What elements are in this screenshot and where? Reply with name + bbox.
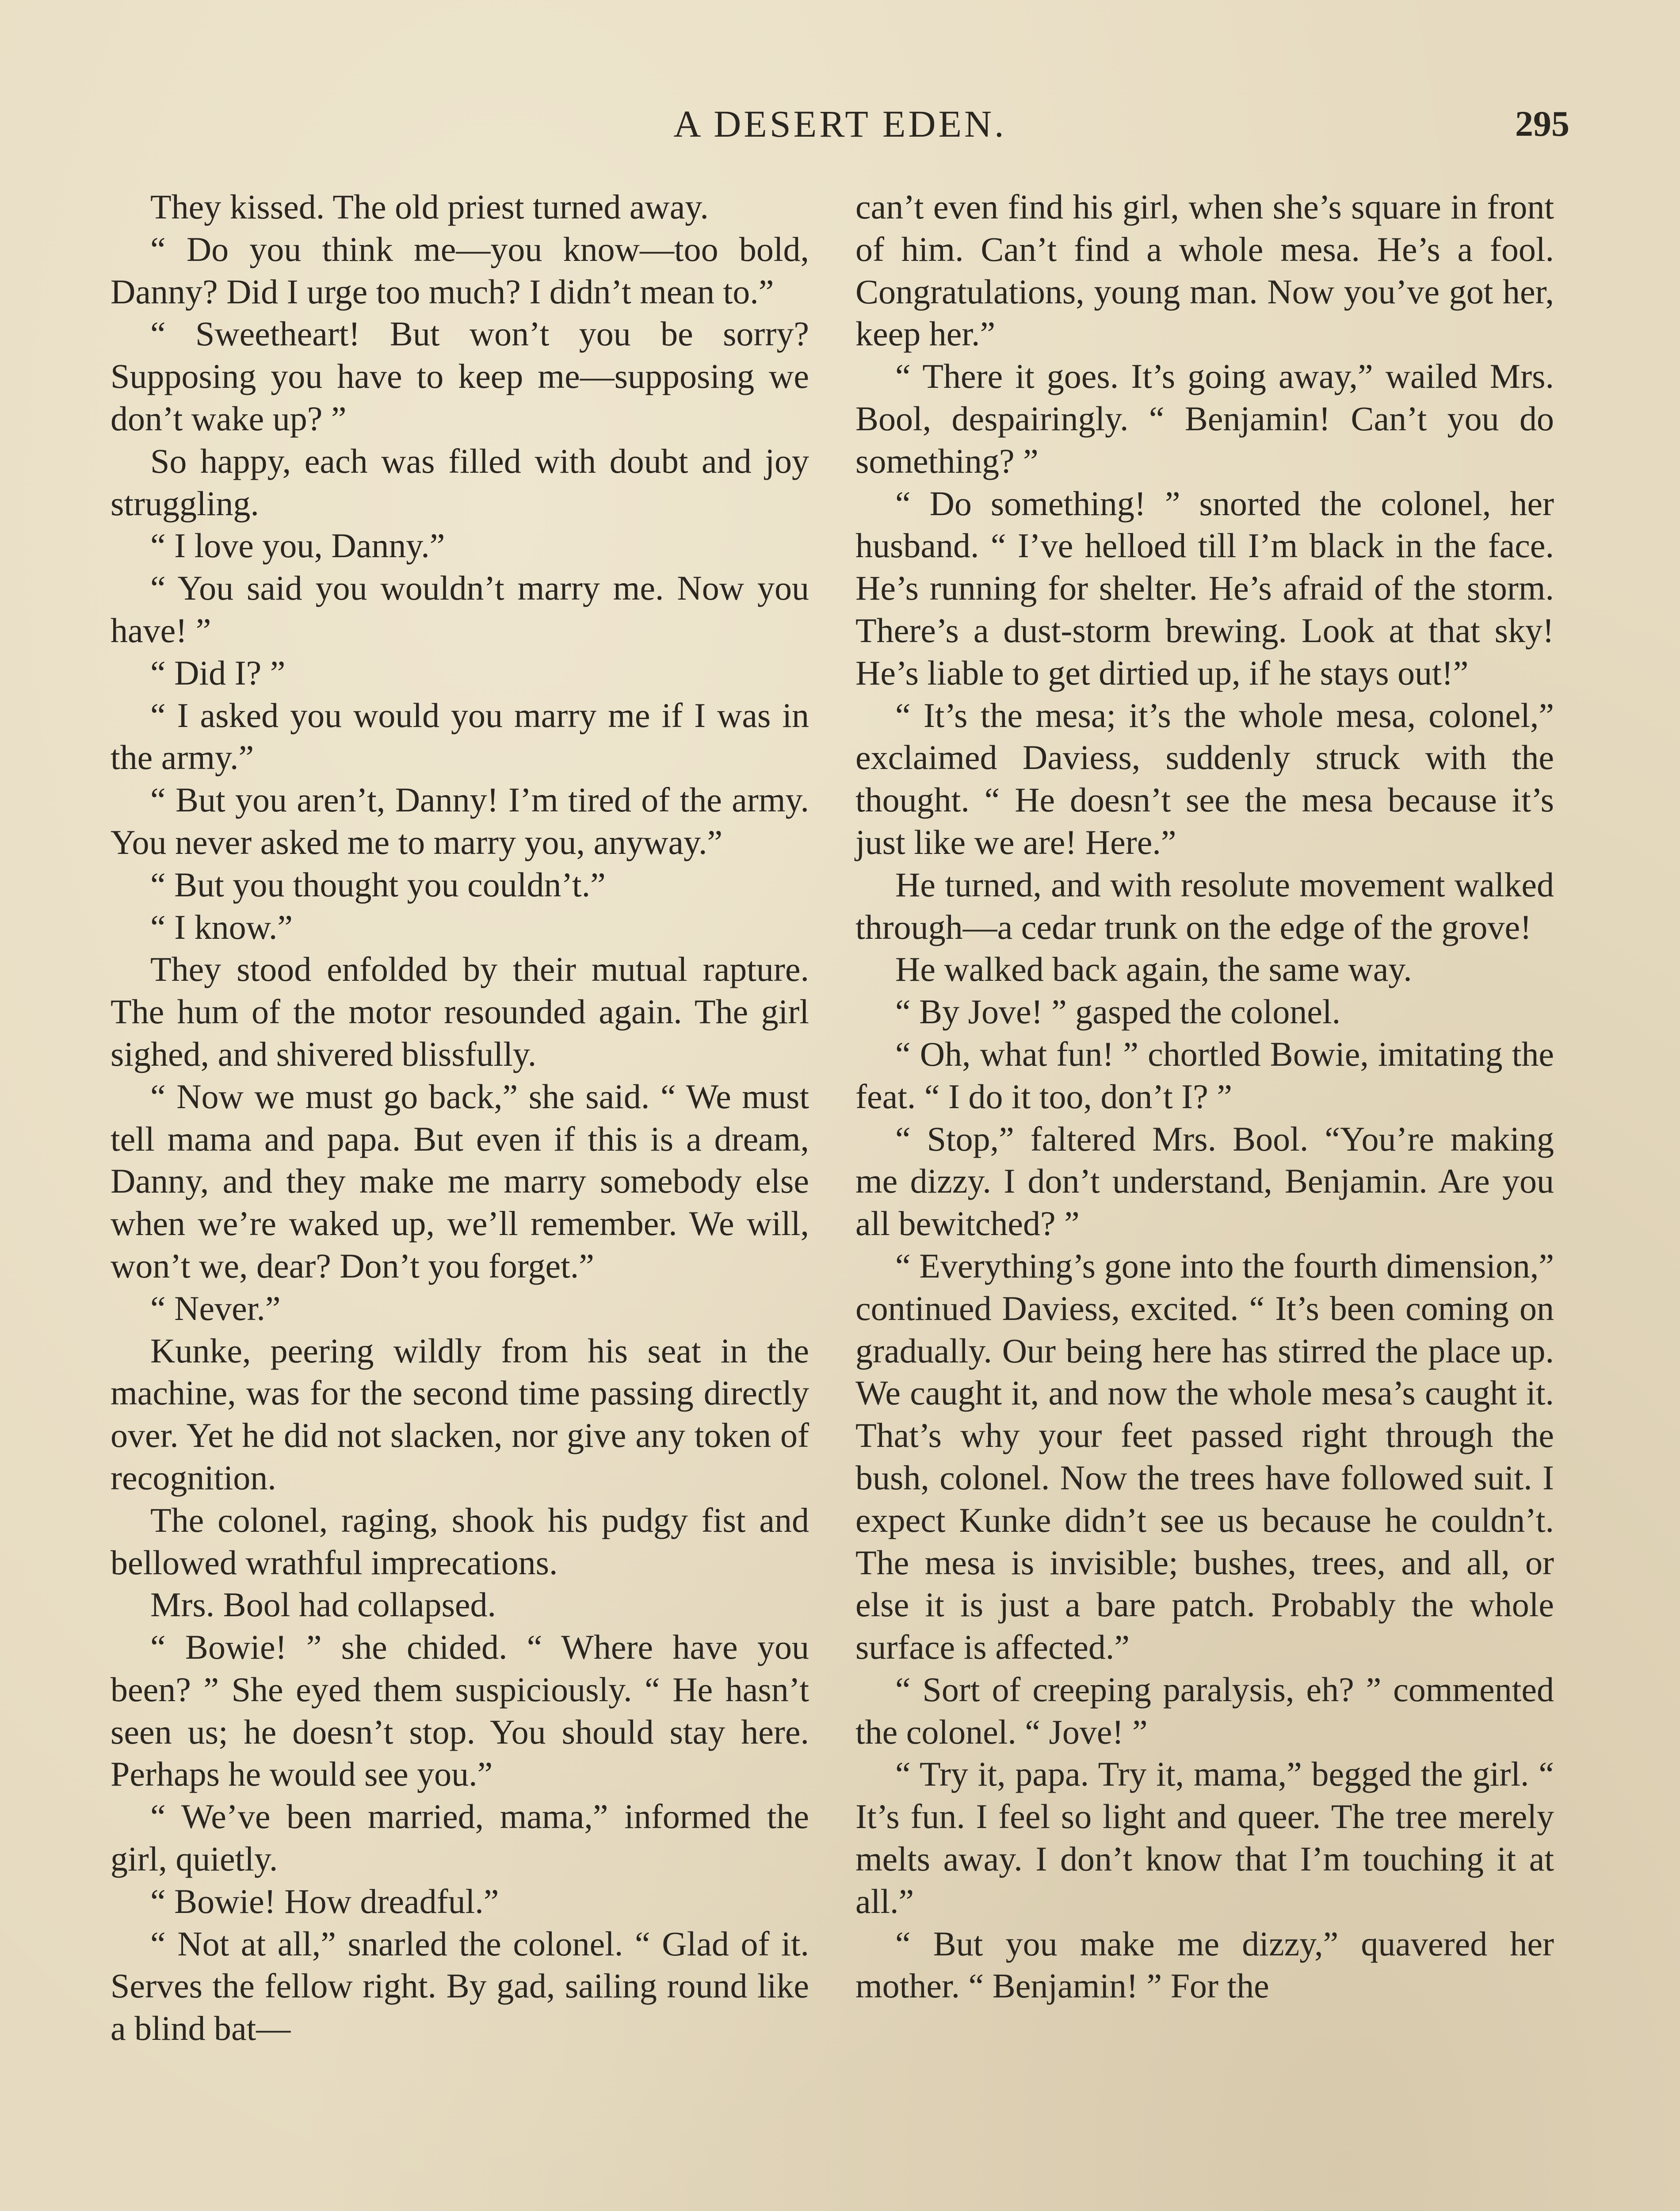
page-header — [111, 99, 1569, 148]
paragraph: “ Bowie! ” she chided. “ Where have you been? ” She eyed them suspiciously. “ He hasn’t seen us; he doesn’t stop. You should stay here. Perhaps he would see you.” — [111, 1628, 809, 1794]
running-title: A DESERT EDEN. — [673, 103, 1007, 145]
paragraph: “ Oh, what fun! ” chortled Bowie, imitating the feat. “ I do it too, don’t I? ” — [855, 1034, 1554, 1116]
paragraph: “ Never.” — [150, 1289, 281, 1327]
paragraph: “ But you aren’t, Danny! I’m tired of the army. You never asked me to marry you, anyway.” — [111, 780, 809, 861]
left-column — [111, 186, 809, 2050]
paragraph: “ I know.” — [150, 907, 293, 946]
paragraph: He walked back again, the same way. — [895, 950, 1412, 989]
paragraph: Kunke, peering wildly from his seat in the machine, was for the second time passing directly over. Yet he did not slacken, nor give any token of recognition. — [111, 1331, 809, 1497]
paragraph: “ Stop,” faltered Mrs. Bool. “You’re making me dizzy. I don’t understand, Benjamin. Are you all bewitched? ” — [855, 1119, 1554, 1243]
paragraph: “ Do you think me—you know—too bold, Danny? Did I urge too much? I didn’t mean to.” — [111, 230, 809, 311]
paragraph: “ We’ve been married, mama,” informed the girl, quietly. — [111, 1797, 809, 1878]
right-column — [855, 186, 1554, 2007]
paragraph: “ By Jove! ” gasped the colonel. — [895, 992, 1341, 1031]
paragraph: The colonel, raging, shook his pudgy fist and bellowed wrathful imprecations. — [111, 1500, 809, 1582]
paragraph: “ I love you, Danny.” — [150, 526, 445, 565]
paragraph: “ But you make me dizzy,” quavered her mother. “ Benjamin! ” For the — [855, 1924, 1554, 2005]
paragraph: Mrs. Bool had collapsed. — [150, 1585, 496, 1624]
paragraph-continuation: can’t even find his girl, when she’s square in front of him. Can’t find a whole mesa. He’s a fool. Congratulations, young man. Now you’ve got her, keep her.” — [855, 187, 1554, 353]
paragraph: “ Try it, papa. Try it, mama,” begged the girl. “ It’s fun. I feel so light and queer. The tree merely melts away. I don’t know that I’m touching it at all.” — [855, 1755, 1554, 1920]
paragraph: He turned, and with resolute movement walked through—a cedar trunk on the edge of the grove! — [855, 865, 1554, 946]
paragraph: “ Did I? ” — [150, 653, 286, 692]
paragraph: “ But you thought you couldn’t.” — [150, 865, 606, 904]
paragraph: “ Not at all,” snarled the colonel. “ Glad of it. Serves the fellow right. By gad, sailing round like a blind bat— — [111, 1924, 809, 2048]
paragraph: “ It’s the mesa; it’s the whole mesa, colonel,” exclaimed Daviess, suddenly struck with the thought. “ He doesn’t see the mesa because it’s just like we are! Here.” — [855, 696, 1554, 861]
paragraph: “ I asked you would you marry me if I was in the army.” — [111, 696, 809, 777]
paragraph: “ Bowie! How dreadful.” — [150, 1882, 499, 1920]
paragraph: “ Sweetheart! But won’t you be sorry? Supposing you have to keep me—supposing we don’t wake up? ” — [111, 314, 809, 438]
paragraph: “ You said you wouldn’t marry me. Now you have! ” — [111, 569, 809, 650]
paragraph: “ Everything’s gone into the fourth dimension,” continued Daviess, excited. “ It’s been coming on gradually. Our being here has stirred the place up. We caught it, and now the whole mesa’s caught it. That’s why your feet passed right through the bush, colonel. Now the trees have followed suit. I expect Kunke didn’t see us because he couldn’t. The mesa is invisible; bushes, trees, and all, or else it is just a bare patch. Probably the whole surface is affected.” — [855, 1246, 1554, 1667]
paragraph: They kissed. The old priest turned away. — [150, 187, 709, 226]
paragraph: “ Do something! ” snorted the colonel, her husband. “ I’ve helloed till I’m black in the face. He’s running for shelter. He’s afraid of the storm. There’s a dust-storm brewing. Look at that sky! He’s liable to get dirtied up, if he stays out!” — [855, 484, 1554, 692]
paragraph: They stood enfolded by their mutual rapture. The hum of the motor resounded again. The girl sighed, and shivered blissfully. — [111, 950, 809, 1073]
page-number: 295 — [1515, 103, 1569, 144]
paragraph: “ There it goes. It’s going away,” wailed Mrs. Bool, despairingly. “ Benjamin! Can’t you do something? ” — [855, 357, 1554, 480]
paragraph: “ Sort of creeping paralysis, eh? ” commented the colonel. “ Jove! ” — [855, 1670, 1554, 1751]
paragraph: So happy, each was filled with doubt and joy struggling. — [111, 441, 809, 523]
paragraph: “ Now we must go back,” she said. “ We must tell mama and papa. But even if this is a dream, Danny, and they make me marry somebody else when we’re waked up, we’ll remember. We will, won’t we, dear? Don’t you forget.” — [111, 1077, 809, 1285]
